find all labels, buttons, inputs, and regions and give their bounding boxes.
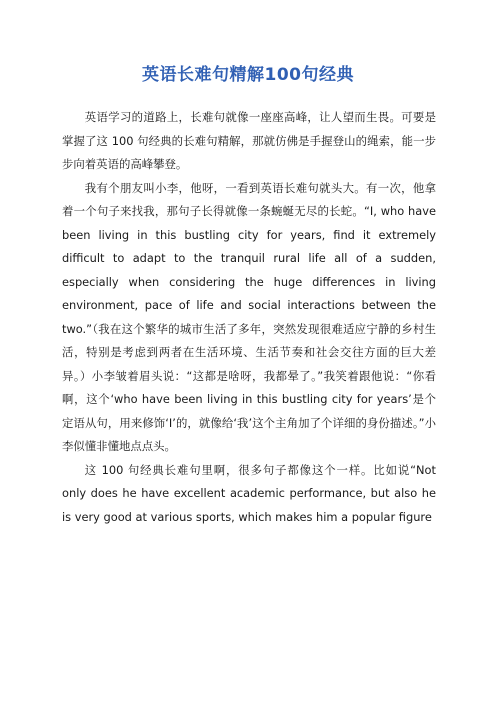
document-title: 英语长难句精解100句经典 [142,65,354,85]
document-body [62,106,436,529]
paragraph: 英语学习的道路上，长难句就像一座座高峰，让人望而生畏。可要是掌握了这 100 句经典的长难句精解，那就仿佛是手握登山的绳索，能一步步向着英语的高峰攀登。 [62,110,436,171]
paragraph: 我有个朋友叫小李，他呀，一看到英语长难句就头大。有一次，他拿着一个句子来找我，那句子长得就像一条蜿蜒无尽的长蛇。“I, who have been living in this bustling city for years, find it extremely difficult to adapt to the tranquil rural life all of a sudden, especially when considering the huge differences in living environment, pace of life and social interactions between the two.”（我在这个繁华的城市生活了多年，突然发现很难适应宁静的乡村生活，特别是考虑到两者在生活环境、生活节奏和社会交往方面的巨大差异。）小李皱着眉头说：“这都是啥呀，我都晕了。”我笑着跟他说：“你看啊，这个‘who have been living in this bustling city for years’是个定语从句，用来修饰‘I’的，就像给‘我’这个主角加了个详细的身份描述。”小李似懂非懂地点点头。 [62,180,436,453]
paragraph: 这 100 句经典长难句里啊，很多句子都像这个一样。比如说“Not only does he have excellent academic performance, but also he is very good at various sports, which makes him a popular figure [62,462,436,524]
